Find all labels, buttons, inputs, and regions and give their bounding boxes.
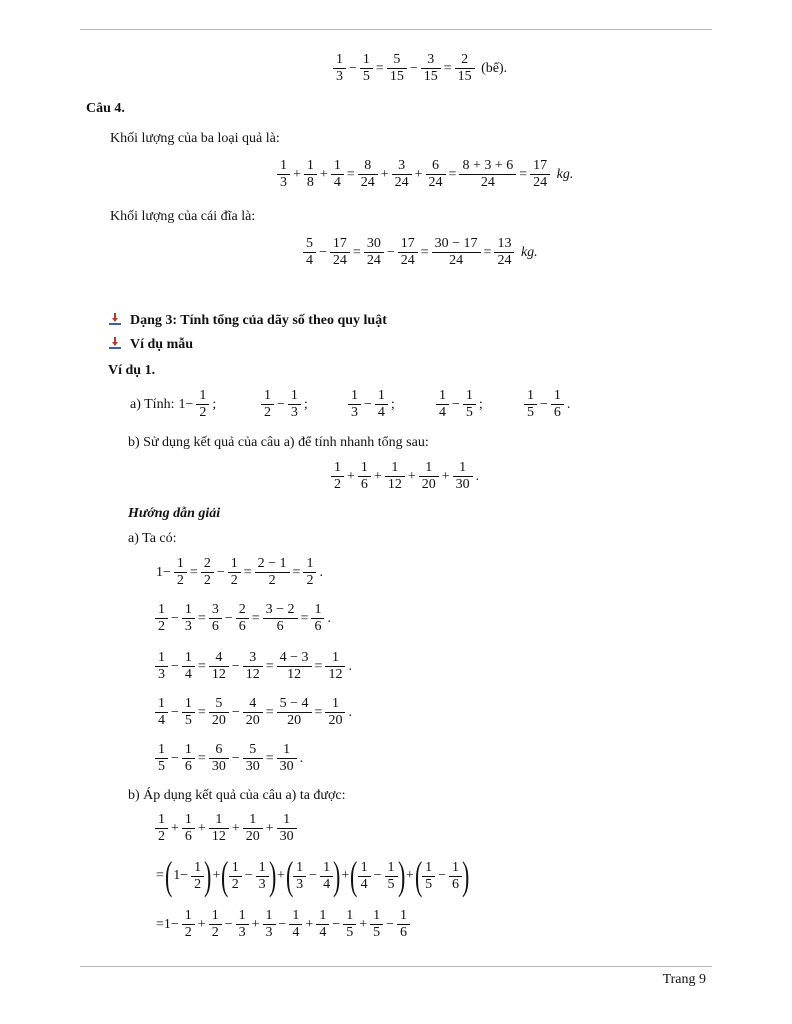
derivation-row: $\frac{1}{3}$ − $\frac{1}{4}$ = $\frac{4}{12}$ − $\frac{3}{12}$ = $\frac{4 - 3}{12}$ = $\frac{1}{12}$ .: [154, 650, 354, 683]
part-a: a) Tính: 1− $\frac{1}{2}$ ;: [130, 388, 217, 420]
part-b-text: b) Sử dụng kết quả của câu a) để tính nhanh tổng sau:: [128, 435, 429, 450]
sum-expression: $\frac{1}{2}$ + $\frac{1}{6}$ + $\frac{1}{12}$ + $\frac{1}{20}$ + $\frac{1}{30}$ .: [330, 460, 481, 493]
guide-title: Hướng dẫn giải: [128, 506, 221, 521]
derivation-row: $\frac{1}{5}$ − $\frac{1}{6}$ = $\frac{6}{30}$ − $\frac{5}{30}$ = $\frac{1}{30}$ .: [154, 742, 305, 775]
arrow-down-bullet-icon: [108, 312, 122, 326]
section-heading: [108, 312, 387, 330]
expanded-sum-row: =1− $\frac{1}{2}$ + $\frac{1}{2}$ − $\frac{1}{3}$ + $\frac{1}{3}$ − $\frac{1}{4}$ + $\frac{1}{4}$ − $\frac{1}{5}$ + $\frac{1}{5}$ − $\frac{1}{6}$: [154, 908, 411, 941]
derivation-row: 1− $\frac{1}{2}$ = $\frac{2}{2}$ − $\frac{1}{2}$ = $\frac{2 - 1}{2}$ = $\frac{1}{2}$ .: [156, 556, 323, 588]
cau4-title: Câu 4.: [86, 101, 125, 116]
unit-kg: kg.: [556, 166, 574, 182]
equation-plate-mass: $\frac{5}{4}$ − $\frac{17}{24}$ = $\frac{30}{24}$ − $\frac{17}{24}$ = $\frac{30 - 17}{24}$ = $\frac{13}{24}$ kg.: [302, 236, 540, 269]
ta-co: a) Ta có:: [128, 531, 177, 546]
example-title: Ví dụ 1.: [108, 363, 156, 378]
grouped-sum-row: =(1− $\frac{1}{2}$ )+( $\frac{1}{2}$ − $\frac{1}{3}$ )+( $\frac{1}{3}$ − $\frac{1}{4}$ )+( $\frac{1}{4}$ − $\frac{1}{5}$ )+( $\frac{1}{5}$ − $\frac{1}{6}$ ): [156, 853, 470, 898]
unit-kg: kg.: [520, 244, 538, 260]
example-heading: Ví dụ mẫu: [130, 337, 194, 352]
cau4-line1: Khối lượng của ba loại quả là:: [110, 131, 280, 146]
unit-be: (bể).: [481, 60, 508, 76]
section-title: Dạng 3: Tính tổng của dãy số theo quy luật: [130, 313, 387, 328]
equation-be: $\frac{1}{3}$ − $\frac{1}{5}$ = $\frac{5}{15}$ − $\frac{3}{15}$ = $\frac{2}{15}$ (bể).: [332, 52, 509, 85]
equation-fruit-mass: $\frac{1}{3}$ + $\frac{1}{8}$ + $\frac{1}{4}$ = $\frac{8}{24}$ + $\frac{3}{24}$ + $\frac{6}{24}$ = $\frac{8 + 3 + 6}{24}$ = $\frac{17}{24}$ kg.: [276, 158, 575, 191]
apply-text: b) Áp dụng kết quả của câu a) ta được:: [128, 788, 346, 803]
derivation-row: $\frac{1}{2}$ − $\frac{1}{3}$ = $\frac{3}{6}$ − $\frac{2}{6}$ = $\frac{3 - 2}{6}$ = $\frac{1}{6}$ .: [154, 602, 333, 635]
part-a-item: $\frac{1}{2}$ − $\frac{1}{3}$ ;: [260, 388, 310, 421]
example-heading-row: [108, 336, 193, 354]
arrow-down-bullet-icon: [108, 336, 122, 350]
part-a-label: a) Tính:: [130, 396, 175, 412]
derivation-row: $\frac{1}{4}$ − $\frac{1}{5}$ = $\frac{5}{20}$ − $\frac{4}{20}$ = $\frac{5 - 4}{20}$ = $\frac{1}{20}$ .: [154, 696, 354, 729]
sum-row: $\frac{1}{2}$ + $\frac{1}{6}$ + $\frac{1}{12}$ + $\frac{1}{20}$ + $\frac{1}{30}$: [154, 812, 298, 845]
footer-rule: [80, 966, 712, 967]
part-a-item: $\frac{1}{3}$ − $\frac{1}{4}$ ;: [347, 388, 397, 421]
cau4-line2: Khối lượng của cái đĩa là:: [110, 209, 256, 224]
header-rule: [80, 29, 712, 30]
part-a-item: $\frac{1}{5}$ − $\frac{1}{6}$ .: [523, 388, 572, 421]
page-number: Trang 9: [662, 972, 706, 987]
part-a-item: $\frac{1}{4}$ − $\frac{1}{5}$ ;: [435, 388, 485, 421]
